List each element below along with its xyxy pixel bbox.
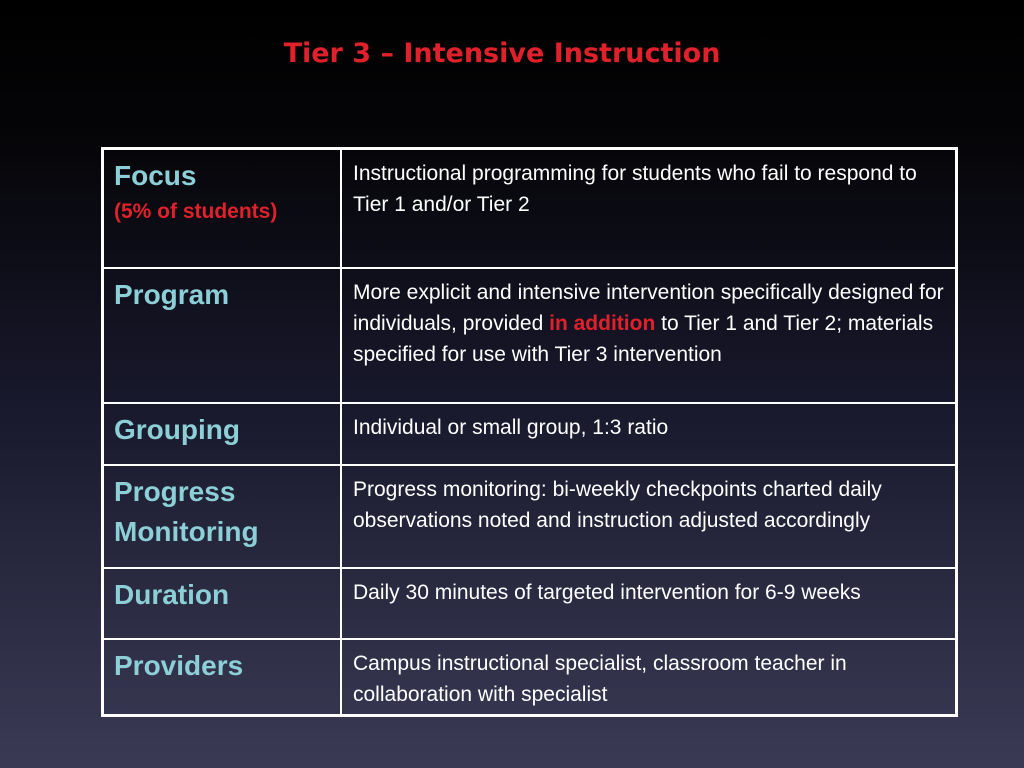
row-label-progress-monitoring: Progress Monitoring	[103, 465, 342, 568]
table-row-providers	[103, 639, 957, 716]
table-row-grouping	[103, 403, 957, 465]
row-description-program	[341, 268, 957, 403]
row-description-providers: Campus instructional specialist, classroom teacher in collaboration with specialist	[341, 639, 957, 716]
row-description-focus: Instructional programming for students who fail to respond to Tier 1 and/or Tier 2	[341, 149, 957, 268]
program-text-highlight: in addition	[549, 311, 656, 335]
table-row-program	[103, 268, 957, 403]
row-label-duration: Duration	[103, 568, 342, 639]
row-label-cell	[103, 149, 342, 268]
slide-title: Tier 3 – Intensive Instruction	[283, 38, 721, 69]
row-description-progress-monitoring: Progress monitoring: bi-weekly checkpoints charted daily observations noted and instruction adjusted accordingly	[341, 465, 957, 568]
row-label-focus: Focus	[114, 160, 197, 191]
table-row-focus	[103, 149, 957, 268]
tier-table	[101, 147, 958, 717]
row-sublabel-focus: (5% of students)	[114, 200, 278, 223]
program-text-after: to Tier 1 and Tier 2; materials specified for use with Tier 3 intervention	[353, 311, 934, 366]
table-row-duration	[103, 568, 957, 639]
row-label-grouping: Grouping	[103, 403, 342, 465]
row-description-grouping: Individual or small group, 1:3 ratio	[341, 403, 957, 465]
row-label-program: Program	[103, 268, 342, 403]
program-text-before: More explicit and intensive intervention specifically designed for individuals, provided	[353, 280, 944, 335]
table-row-progress-monitoring	[103, 465, 957, 568]
row-description-duration: Daily 30 minutes of targeted intervention for 6-9 weeks	[341, 568, 957, 639]
row-label-providers: Providers	[103, 639, 342, 716]
